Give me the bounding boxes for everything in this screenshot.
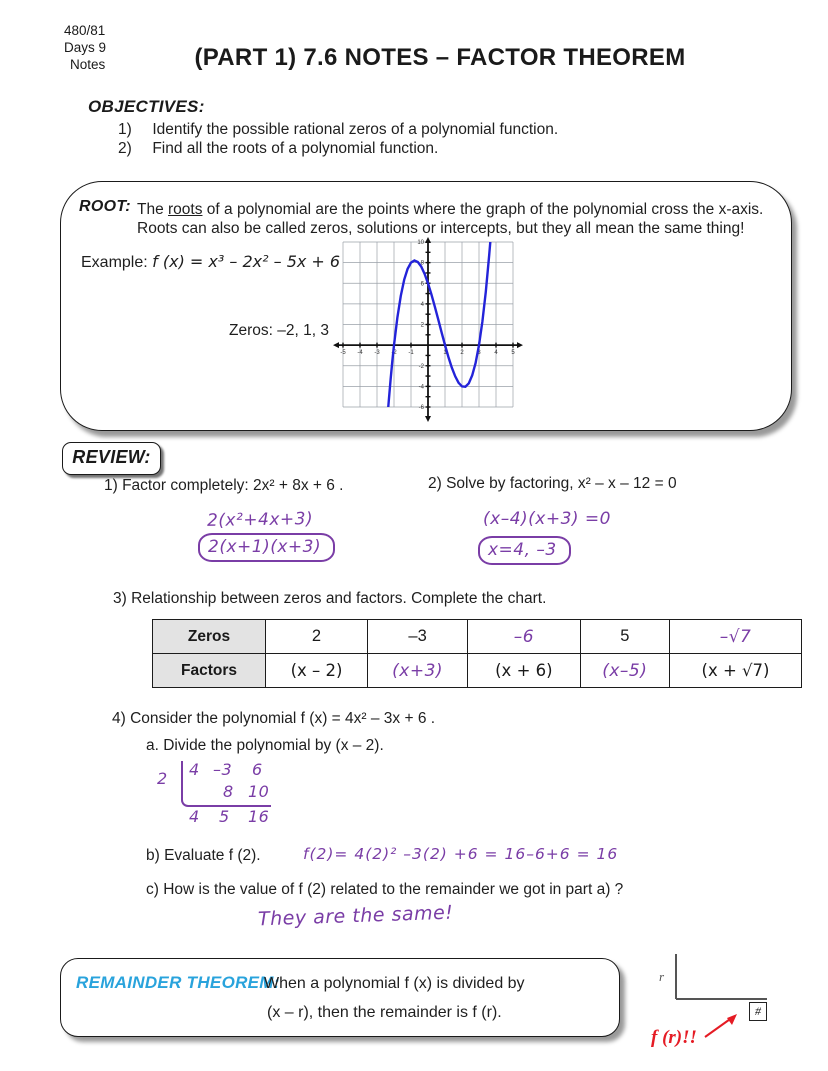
- synthetic-result: 16: [248, 807, 270, 826]
- remainder-theorem-line2: (x – r), then the remainder is f (r).: [267, 1004, 502, 1021]
- svg-text:-5: -5: [340, 350, 346, 357]
- objective-num: 1): [118, 121, 132, 138]
- table-row-zeros: [153, 620, 802, 654]
- zeros-header-cell: Zeros: [153, 620, 266, 654]
- svg-text:-6: -6: [418, 405, 424, 411]
- definition-line2: Roots can also be called zeros, solutions or intercepts, but they all mean the same thing!: [137, 220, 745, 237]
- notes-label: Notes: [70, 57, 106, 72]
- problem-2-work: (x–4)(x+3) =0: [483, 509, 611, 529]
- problem-2-answer: x=4, –3: [478, 536, 571, 565]
- svg-text:2: 2: [460, 350, 464, 357]
- svg-text:-2: -2: [391, 350, 397, 357]
- remainder-theorem-heading: REMAINDER THEOREM:: [76, 973, 280, 992]
- remainder-theorem-line1: When a polynomial f (x) is divided by: [264, 975, 525, 992]
- svg-text:1: 1: [443, 350, 447, 357]
- svg-text:-1: -1: [408, 350, 414, 357]
- remainder-theorem-box: [60, 958, 620, 1037]
- objectives-heading: OBJECTIVES:: [88, 97, 205, 116]
- course-code: 480/81: [64, 23, 106, 38]
- objective-text: Identify the possible rational zeros of a polynomial function.: [152, 121, 559, 138]
- table-row-factors: [153, 654, 802, 688]
- svg-text:4: 4: [420, 301, 424, 308]
- synthetic-sketch: [635, 945, 780, 1065]
- synthetic-cell: 6: [252, 760, 263, 779]
- svg-text:4: 4: [494, 350, 498, 357]
- root-definition: [137, 200, 782, 238]
- day-label: Days 9: [64, 40, 107, 55]
- synthetic-cell: 10: [248, 782, 270, 801]
- sketch-r-label: r: [659, 969, 665, 984]
- objective-text: Find all the roots of a polynomial function.: [152, 140, 439, 157]
- synthetic-cell: –3: [213, 760, 233, 779]
- problem-2: 2) Solve by factoring, x² – x – 12 = 0: [428, 475, 677, 492]
- synthetic-cell: 4: [189, 760, 200, 779]
- definition-text: The: [137, 201, 169, 218]
- part-b-prompt: b) Evaluate f (2).: [146, 847, 261, 864]
- page-title: (PART 1) 7.6 NOTES – FACTOR THEOREM: [194, 44, 686, 71]
- roots-underlined: roots: [168, 201, 203, 218]
- zero-cell: –√7: [670, 620, 802, 654]
- example-label: Example:: [81, 254, 148, 271]
- svg-text:-3: -3: [374, 350, 380, 357]
- factor-cell: (x + √7): [670, 654, 802, 688]
- definition-text: of a polynomial are the points where the graph of the polynomial cross the x-axis.: [202, 201, 764, 218]
- svg-text:5: 5: [511, 350, 515, 357]
- factor-cell: (x + 6): [468, 654, 580, 688]
- svg-text:3: 3: [477, 350, 481, 357]
- svg-text:-2: -2: [418, 363, 424, 370]
- review-heading: REVIEW:: [62, 442, 161, 475]
- synthetic-result: 4: [189, 807, 200, 826]
- objective-num: 2): [118, 140, 132, 157]
- synthetic-cell: 8: [223, 782, 234, 801]
- header-block: [64, 22, 106, 73]
- problem-4-prompt: 4) Consider the polynomial f (x) = 4x² – 3x + 6 .: [112, 710, 436, 727]
- synthetic-divisor: 2: [157, 769, 168, 788]
- zero-cell: –3: [368, 620, 468, 654]
- objective-item-1: [118, 120, 558, 139]
- svg-text:8: 8: [420, 260, 424, 267]
- example-expression: f (x) = x³ – 2x² – 5x + 6: [152, 252, 341, 271]
- zero-cell: 5: [580, 620, 670, 654]
- zero-cell: 2: [266, 620, 368, 654]
- svg-text:-4: -4: [357, 350, 363, 357]
- root-label: ROOT:: [79, 198, 131, 215]
- part-a-prompt: a. Divide the polynomial by (x – 2).: [146, 737, 384, 754]
- synthetic-result: 5: [219, 807, 230, 826]
- zeros-label: Zeros: –2, 1, 3: [229, 322, 329, 339]
- svg-text:6: 6: [420, 281, 424, 288]
- zero-cell: –6: [468, 620, 580, 654]
- zeros-factors-table: [152, 619, 802, 688]
- part-c-prompt: c) How is the value of f (2) related to the remainder we got in part a) ?: [146, 881, 624, 898]
- svg-text:2: 2: [420, 322, 424, 329]
- sketch-annotation: f (r)!!: [651, 1027, 697, 1048]
- function-graph: [333, 237, 523, 422]
- factor-cell: (x – 2): [266, 654, 368, 688]
- factor-cell: (x–5): [580, 654, 670, 688]
- factors-header-cell: Factors: [153, 654, 266, 688]
- root-definition-box: [60, 181, 792, 431]
- sketch-remainder-box: #: [749, 1002, 767, 1021]
- part-b-work: f(2)= 4(2)² –3(2) +6 = 16–6+6 = 16: [303, 845, 619, 863]
- problem-3-prompt: 3) Relationship between zeros and factors. Complete the chart.: [113, 590, 547, 607]
- problem-1: 1) Factor completely: 2x² + 8x + 6 .: [104, 477, 344, 494]
- svg-text:-4: -4: [418, 384, 424, 391]
- synthetic-division: [155, 760, 285, 826]
- part-c-answer: They are the same!: [257, 901, 454, 931]
- svg-text:10: 10: [417, 240, 424, 246]
- problem-1-work: 2(x²+4x+3): [206, 509, 314, 531]
- objectives-list: [118, 120, 558, 158]
- factor-cell: (x+3): [368, 654, 468, 688]
- example-function: [81, 252, 340, 272]
- objective-item-2: [118, 139, 558, 158]
- problem-1-answer: 2(x+1)(x+3): [198, 533, 335, 562]
